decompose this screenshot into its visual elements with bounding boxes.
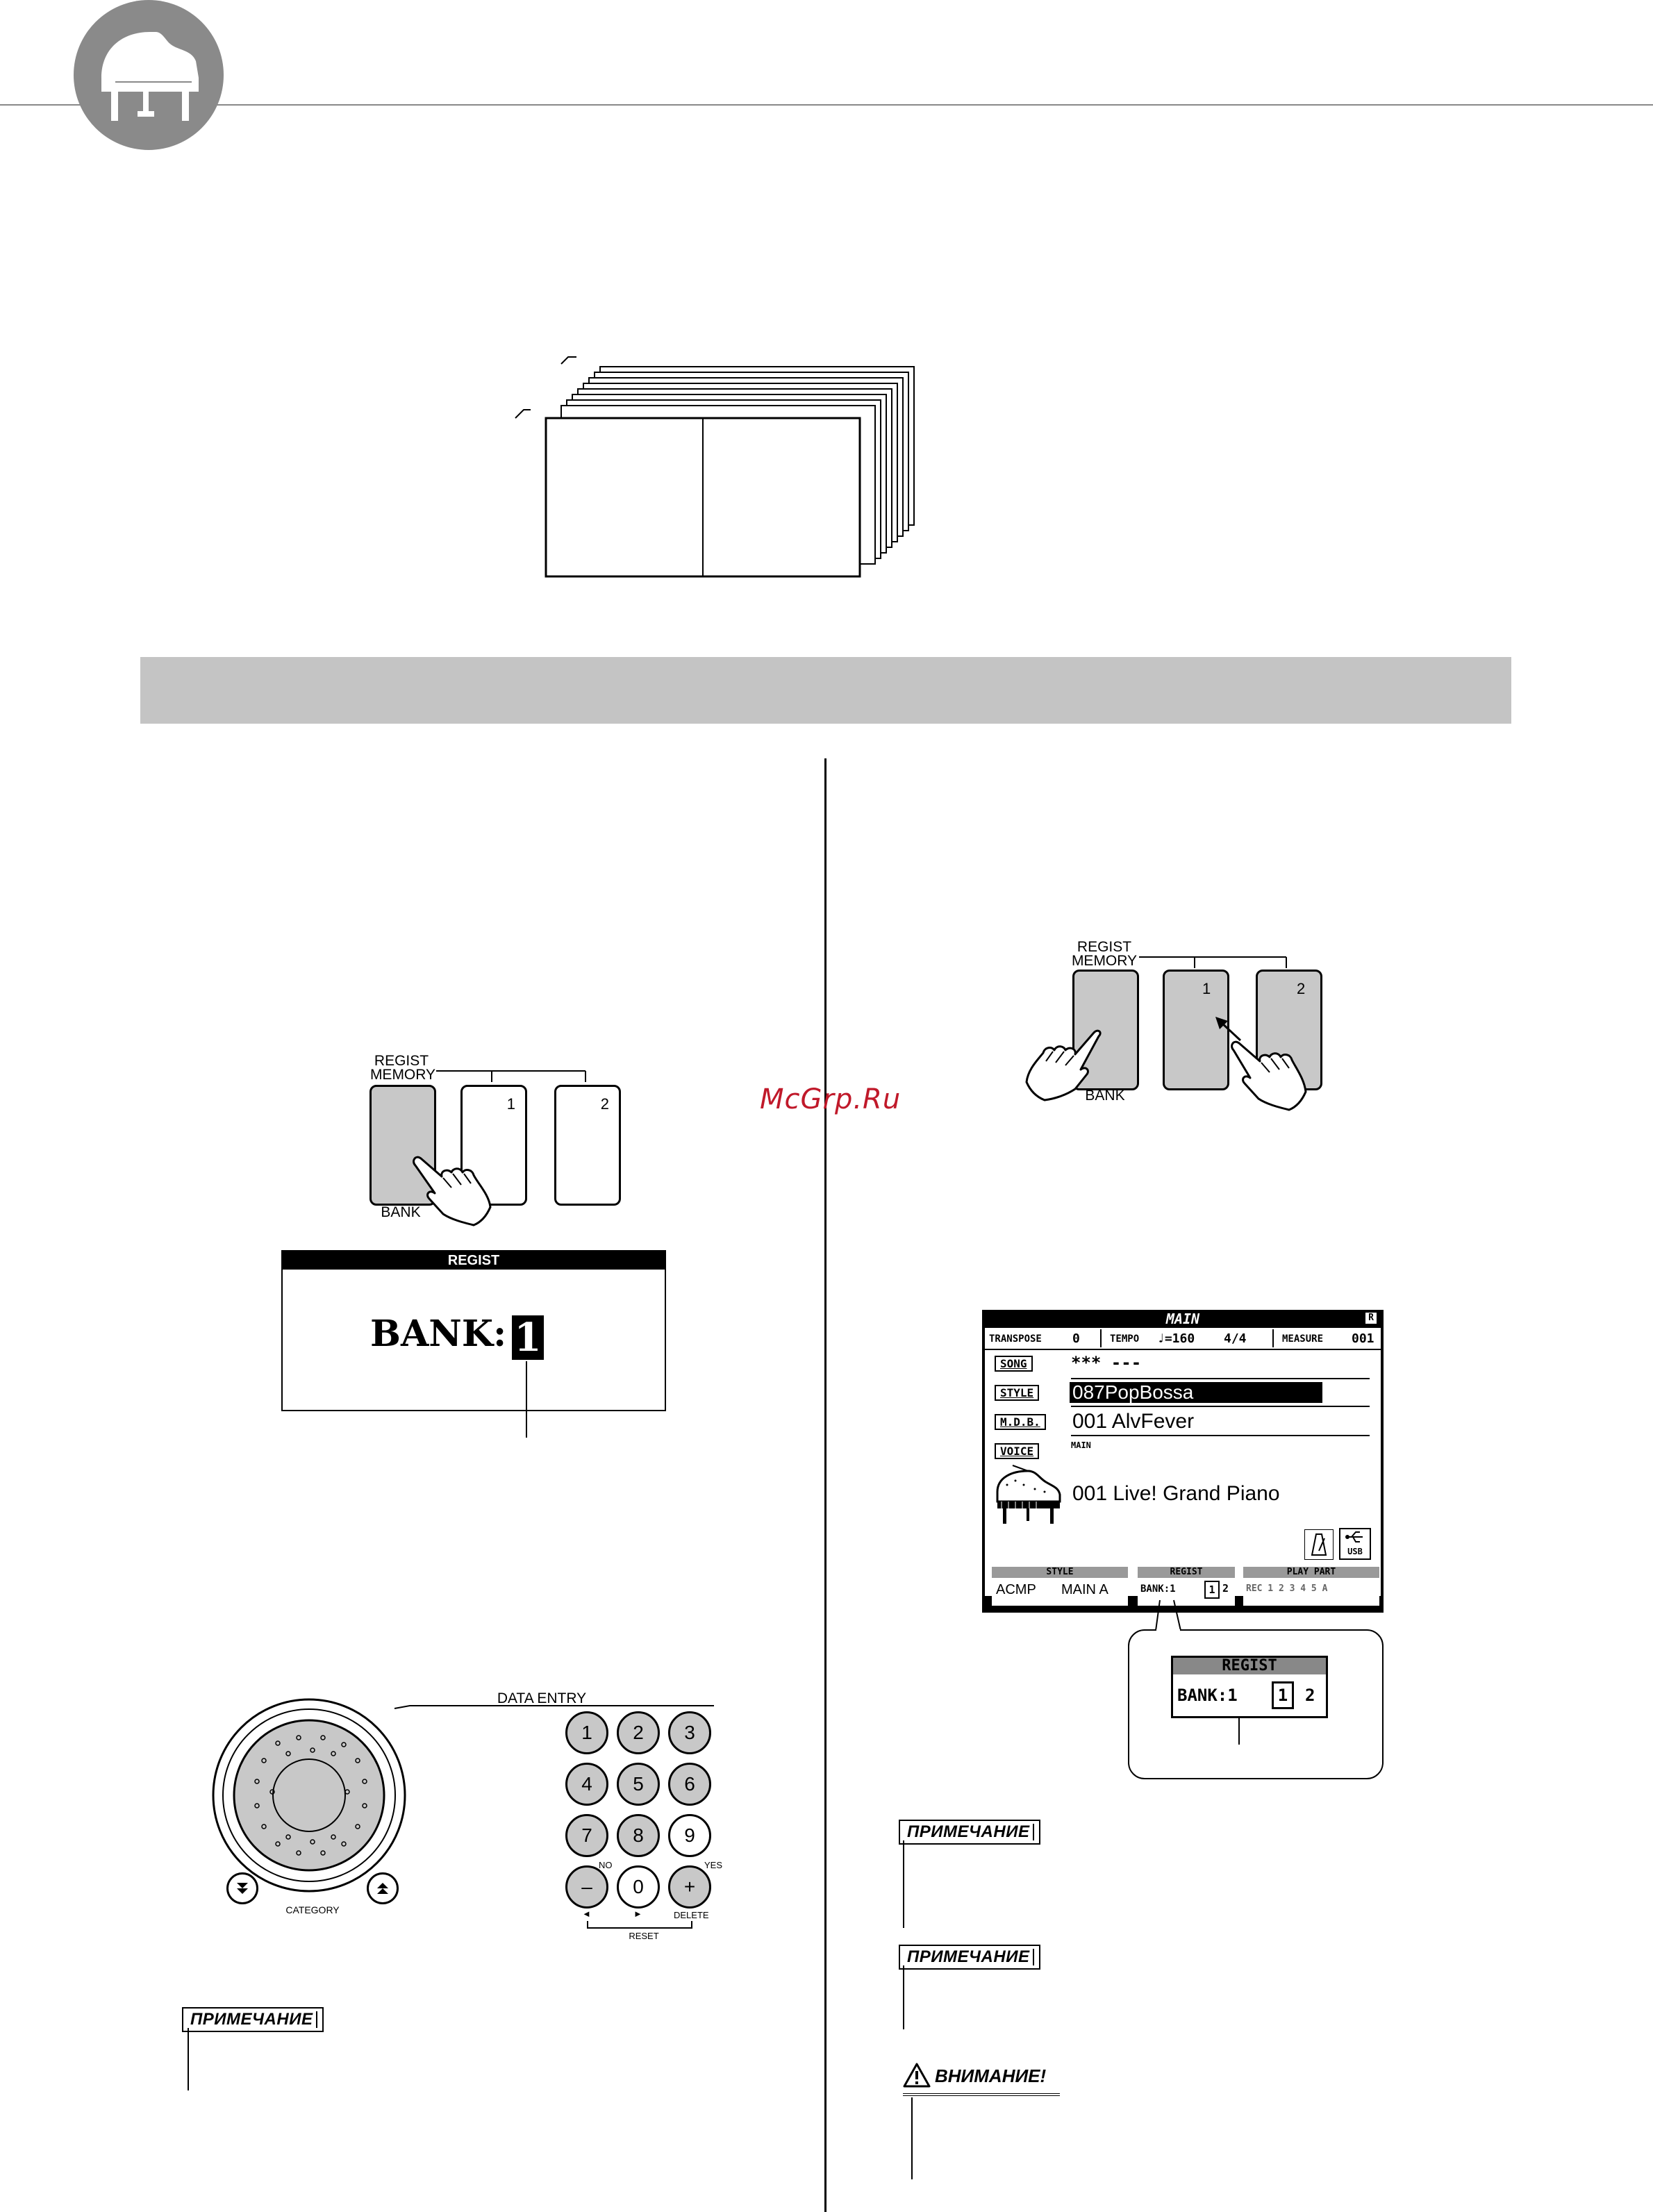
column-divider <box>824 758 826 2212</box>
regist-bank-display <box>281 1250 666 1411</box>
note-rule-1 <box>903 1840 904 1928</box>
callout-regist-2: 2 <box>1305 1686 1315 1705</box>
regist-button-1[interactable]: 1 <box>1163 970 1229 1090</box>
regist-label: REGIST <box>1077 939 1132 955</box>
voice-value: 001 Live! Grand Piano <box>1072 1482 1280 1505</box>
memory-bank-stack-diagram <box>507 354 924 583</box>
main-title: MAIN <box>1165 1311 1200 1327</box>
bank-label: BANK <box>381 1204 421 1220</box>
voice-part: MAIN <box>1071 1440 1091 1450</box>
regist-number-1: 1 <box>1204 1581 1220 1599</box>
key-8[interactable]: 8 <box>617 1814 660 1857</box>
bank-status: BANK:1 <box>1140 1583 1176 1595</box>
key-0[interactable]: 0 <box>617 1865 660 1909</box>
yes-label: YES <box>704 1860 723 1870</box>
note-rule-2 <box>903 1965 904 2029</box>
chord-label: CHORD <box>993 1528 1021 1538</box>
delete-label: DELETE <box>674 1910 709 1920</box>
regist-button-2[interactable]: 2 <box>554 1085 621 1206</box>
caution-label: ВНИМАНИЕ! <box>935 2065 1047 2086</box>
regist-number-2: 2 <box>1222 1582 1229 1595</box>
warning-triangle-icon <box>903 2063 931 2088</box>
left-regist-memory-panel <box>347 1042 639 1229</box>
key-6[interactable]: 6 <box>668 1763 711 1806</box>
caution-rule <box>911 2097 913 2179</box>
acmp-status: ACMP <box>996 1582 1036 1597</box>
pressing-hand-icon-left <box>1008 1029 1106 1106</box>
memory-label: MEMORY <box>369 1067 436 1083</box>
callout-pointer <box>1153 1599 1195 1633</box>
bank-label: BANK <box>1085 1088 1125 1104</box>
bank-callout-line <box>526 1361 527 1438</box>
transpose-value: 0 <box>1072 1331 1080 1346</box>
performance-assistant-value: --- <box>1138 1540 1154 1551</box>
key-2[interactable]: 2 <box>617 1711 660 1754</box>
style-tag[interactable]: STYLE <box>995 1385 1039 1401</box>
metronome-icon <box>1304 1529 1334 1560</box>
data-entry-panel <box>201 1681 729 1945</box>
section-heading-bar <box>140 657 1511 724</box>
usb-icon <box>1339 1528 1371 1560</box>
regist-display-title: REGIST <box>283 1251 665 1270</box>
category-label: CATEGORY <box>285 1904 340 1915</box>
transpose-label: TRANSPOSE <box>989 1333 1042 1345</box>
play-part-tab: PLAY PART <box>1243 1567 1379 1578</box>
performance-assistant-label: PERFORMANCE ASSISTANT <box>1138 1528 1252 1538</box>
bank-number: 1 <box>512 1315 544 1360</box>
key-minus[interactable]: – <box>565 1865 608 1909</box>
note-label: ПРИМЕЧАНИЕ <box>182 2007 324 2032</box>
note-label-2: ПРИМЕЧАНИЕ <box>899 1945 1040 1970</box>
style-value: 087PopBossa <box>1070 1382 1322 1403</box>
regist-button-2[interactable]: 2 <box>1256 970 1322 1090</box>
key-9[interactable]: 9 <box>668 1814 711 1857</box>
key-1[interactable]: 1 <box>565 1711 608 1754</box>
key-5[interactable]: 5 <box>617 1763 660 1806</box>
voice-tag[interactable]: VOICE <box>995 1443 1039 1459</box>
callout-bank: BANK:1 <box>1177 1686 1238 1705</box>
grand-piano-image <box>993 1464 1063 1527</box>
mdb-value: 001 AlvFever <box>1072 1410 1195 1433</box>
regist-label: REGIST <box>374 1053 429 1069</box>
left-arrow-label: ◄ <box>582 1909 591 1919</box>
key-plus[interactable]: + <box>668 1865 711 1909</box>
measure-label: MEASURE <box>1282 1333 1324 1345</box>
callout-regist-1: 1 <box>1272 1681 1294 1709</box>
note-rule <box>188 2028 189 2090</box>
bank-text: BANK: <box>370 1313 507 1355</box>
pressing-hand-icon <box>408 1153 499 1229</box>
play-part-values: REC 1 2 3 4 5 A <box>1246 1583 1328 1594</box>
regist-button-1[interactable]: 1 <box>460 1085 527 1206</box>
watermark: McGrp.Ru <box>760 1083 902 1115</box>
style-status-box <box>992 1567 1128 1606</box>
grand-piano-icon <box>74 0 224 150</box>
time-signature: 4/4 <box>1224 1331 1247 1346</box>
mdb-tag[interactable]: M.D.B. <box>995 1414 1046 1430</box>
song-value: *** --- <box>1071 1353 1142 1372</box>
play-part-status-box <box>1243 1567 1379 1606</box>
key-7[interactable]: 7 <box>565 1814 608 1857</box>
memory-label: MEMORY <box>1071 953 1138 969</box>
regist-tab: REGIST <box>1138 1567 1235 1578</box>
caution-heading <box>903 2063 1060 2096</box>
data-entry-label: DATA ENTRY <box>497 1690 587 1706</box>
right-regist-memory-panel <box>1042 931 1340 1118</box>
section-status: MAIN A <box>1061 1582 1108 1597</box>
style-tab: STYLE <box>992 1567 1128 1578</box>
tempo-value: ♩=160 <box>1157 1331 1195 1346</box>
callout-title: REGIST <box>1173 1658 1326 1674</box>
main-lcd-display <box>982 1310 1384 1613</box>
tempo-label: TEMPO <box>1110 1333 1140 1345</box>
song-tag[interactable]: SONG <box>995 1356 1033 1372</box>
key-3[interactable]: 3 <box>668 1711 711 1754</box>
key-4[interactable]: 4 <box>565 1763 608 1806</box>
usb-label: USB <box>1347 1547 1363 1556</box>
r-badge: R <box>1365 1313 1377 1324</box>
right-arrow-label: ► <box>633 1909 642 1919</box>
callout-regist-box <box>1171 1656 1328 1718</box>
header-rule <box>0 104 1653 106</box>
measure-value: 001 <box>1352 1331 1374 1346</box>
reset-label: RESET <box>629 1931 659 1941</box>
pressing-hand-icon-right <box>1213 1014 1310 1118</box>
no-label: NO <box>599 1860 613 1870</box>
note-label-1: ПРИМЕЧАНИЕ <box>899 1820 1040 1845</box>
callout-indicator-line <box>1238 1717 1240 1745</box>
